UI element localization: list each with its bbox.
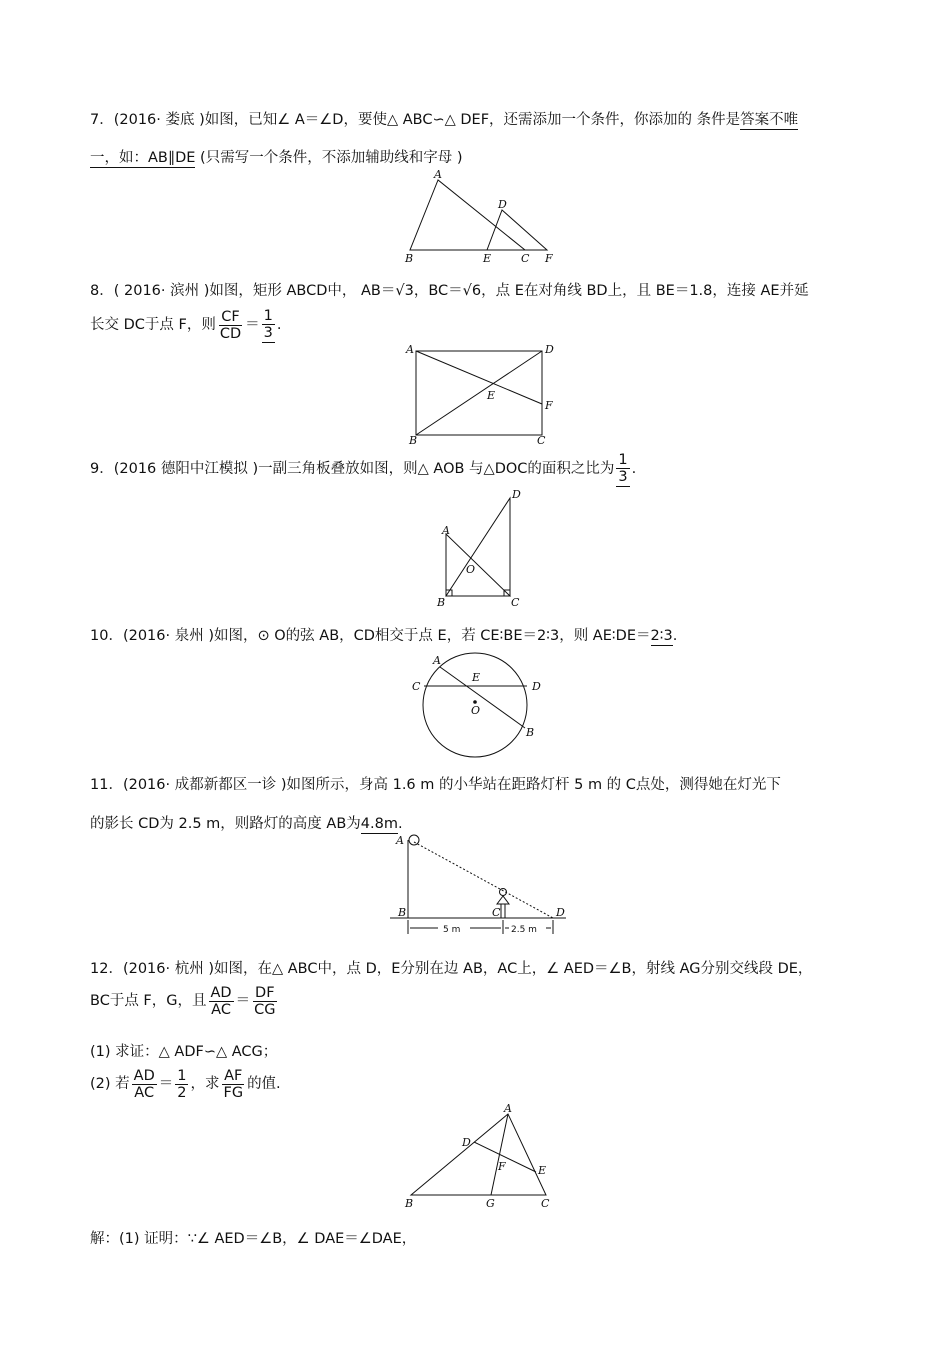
q11-line1 [90, 775, 781, 795]
label-a: A [434, 168, 442, 181]
fraction-af-fg [221, 1068, 245, 1101]
label-d: D [462, 1136, 471, 1149]
q10-line1 [90, 626, 677, 646]
q12-part1 [90, 1042, 277, 1062]
q12-part2-text: (2) 若 [90, 1076, 130, 1092]
dimension-5m: 5 m [443, 925, 461, 935]
q8-line1 [90, 281, 809, 301]
label-b: B [526, 726, 535, 739]
label-d: D [498, 198, 507, 211]
q11-figure [388, 832, 568, 940]
ans-num: 1 [618, 451, 628, 468]
label-b: B [437, 596, 446, 609]
label-e: E [472, 671, 481, 684]
q12-text2: BC于点 F，G，且 [90, 993, 207, 1009]
label-c: C [537, 434, 546, 447]
q7-line1 [90, 110, 798, 130]
ans-den: 3 [263, 324, 273, 341]
label-b: B [405, 1197, 414, 1210]
frac-num: DF [255, 984, 275, 1001]
solution-text: 解：(1) 证明：∵∠ AED＝∠B，∠ DAE＝∠DAE， [90, 1231, 417, 1247]
triangle-abc [411, 1114, 546, 1195]
label-a: A [406, 343, 414, 356]
q8-answer [262, 308, 275, 343]
frac-num: AD [133, 1067, 155, 1084]
q9-figure [430, 488, 530, 613]
frac-den: AC [211, 1001, 231, 1018]
chord-ab [440, 667, 525, 728]
label-c: C [541, 1197, 550, 1210]
equals: ＝ [235, 993, 251, 1009]
label-g: G [486, 1197, 495, 1210]
person-body [497, 896, 509, 904]
fraction-df-cg [252, 985, 277, 1018]
q12-part2-end: 的值. [247, 1076, 281, 1092]
label-d: D [532, 680, 541, 693]
q12-line2 [90, 982, 279, 1020]
q7-text: 7．(2016· 娄底 )如图，已知∠ A＝∠D，要使△ ABC∽△ DEF，还需添加一个条件，你添加的 条件是 [90, 112, 741, 128]
fraction-ad-ac-2 [132, 1068, 157, 1101]
label-b: B [398, 906, 407, 919]
q8-figure [403, 340, 563, 450]
equals: ＝ [245, 317, 260, 333]
q8-text: 8．( 2016· 滨州 )如图，矩形 ABCD中， AB＝√3，BC＝√6，点 E在对角线 BD上，且 BE＝1.8，连接 AE并延 [90, 283, 809, 299]
q11-answer: 4.8m [360, 816, 398, 832]
q11-text2: 的影长 CD为 2.5 m，则路灯的高度 AB为 [90, 816, 361, 832]
frac-num: CF [221, 308, 240, 325]
label-d: D [556, 906, 565, 919]
frac-den: CG [254, 1001, 276, 1018]
label-b: B [405, 252, 414, 265]
ans-num: 1 [263, 307, 273, 324]
triangle-abc [446, 534, 510, 596]
q11-line2 [90, 814, 403, 834]
label-a: A [433, 654, 441, 667]
label-c: C [511, 596, 520, 609]
period: . [631, 461, 637, 477]
q10-text: 10．(2016· 泉州 )如图，⊙ O的弦 AB，CD相交于点 E，若 CE∶BE＝2∶3，则 AE∶DE＝ [90, 628, 651, 644]
diagonal-bd [416, 351, 542, 435]
q12-part1-text: (1) 求证：△ ADF∽△ ACG； [90, 1044, 278, 1060]
light-ray [414, 842, 553, 918]
frac-den: 2 [177, 1084, 187, 1101]
q12-figure [398, 1100, 563, 1215]
frac-num: AD [210, 984, 232, 1001]
period: . [672, 628, 678, 644]
frac-num: 1 [177, 1067, 187, 1084]
q12-part2 [90, 1065, 281, 1103]
q10-figure [405, 650, 550, 760]
q10-answer: 2∶3 [650, 628, 673, 644]
frac-den: CD [219, 325, 242, 342]
label-o: O [466, 563, 476, 576]
q12-part2-mid: ，求 [190, 1076, 220, 1092]
ans-den: 3 [618, 468, 628, 485]
frac-num: AF [224, 1067, 243, 1084]
q7-answer-part1: 答案不唯 [740, 112, 799, 128]
label-a: A [396, 834, 404, 847]
line-af [416, 351, 542, 404]
q8-line2 [90, 306, 282, 344]
q9-text: 9．(2016 德阳中江模拟 )一副三角板叠放如图，则△ AOB 与△DOC的面积之比为 [90, 461, 615, 477]
solution-line [90, 1229, 416, 1249]
fraction-ad-ac [209, 985, 234, 1018]
label-a: A [442, 524, 450, 537]
q12-text: 12．(2016· 杭州 )如图，在△ ABC中，点 D，E分别在边 AB，AC上，∠ AED＝∠B，射线 AG分别交线段 DE， [90, 961, 813, 977]
label-e: E [483, 252, 492, 265]
label-d: D [512, 488, 521, 501]
q11-text: 11．(2016· 成都新都区一诊 )如图所示，身高 1.6 m 的小华站在距路灯杆 5 m 的 C点处，测得她在灯光下 [90, 777, 781, 793]
q7-line2 [90, 148, 462, 168]
label-o: O [471, 704, 481, 717]
triangle-dcb [446, 498, 510, 596]
dimension-2-5m: 2.5 m [511, 925, 537, 935]
q7-figure [395, 168, 565, 268]
fraction-one-half [175, 1068, 188, 1101]
period: . [397, 816, 403, 832]
period: . [276, 317, 282, 333]
lamp-icon [409, 835, 419, 845]
q12-line1 [90, 959, 812, 979]
q9-answer [616, 452, 629, 487]
label-f: F [545, 252, 553, 265]
q8-text2: 长交 DC于点 F，则 [90, 317, 216, 333]
q9-line1 [90, 450, 636, 488]
q7-answer-part2: 一，如：AB∥DE [90, 150, 196, 166]
label-b: B [409, 434, 418, 447]
frac-den: FG [223, 1084, 244, 1101]
label-e: E [487, 389, 496, 402]
label-a: A [504, 1102, 512, 1115]
q7-text2: (只需写一个条件，不添加辅助线和字母 ) [195, 150, 463, 166]
label-c: C [492, 906, 501, 919]
label-c: C [412, 680, 421, 693]
q8-fraction-cf-cd [218, 309, 243, 342]
label-d: D [545, 343, 554, 356]
label-c: C [521, 252, 530, 265]
frac-den: AC [134, 1084, 155, 1101]
label-f: F [545, 399, 553, 412]
equals: ＝ [158, 1076, 174, 1092]
label-f: F [498, 1160, 506, 1173]
label-e: E [538, 1164, 547, 1177]
